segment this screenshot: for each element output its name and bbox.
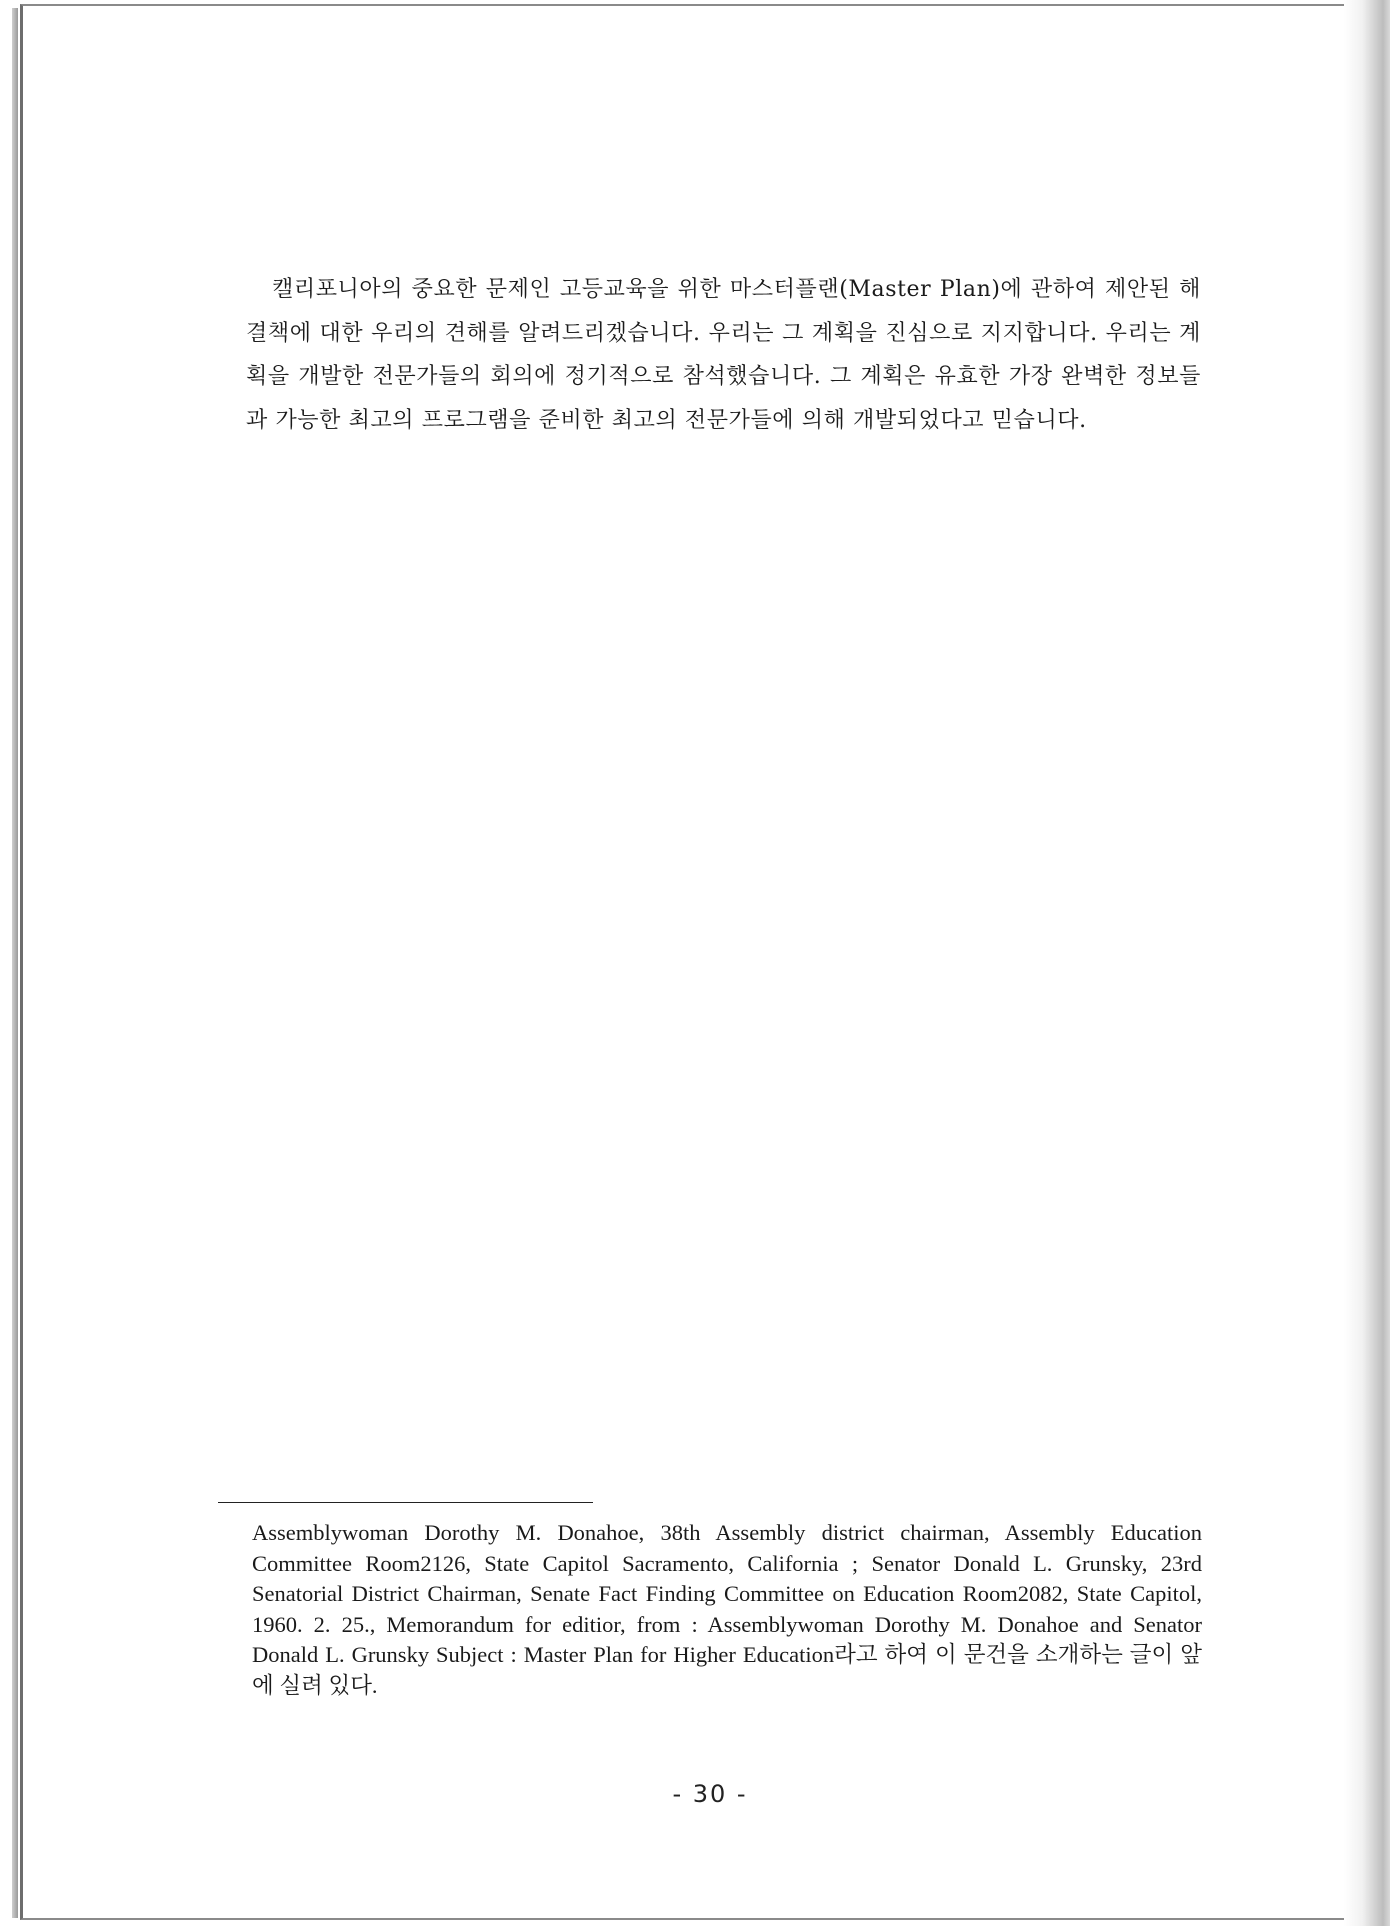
page-spine-shadow	[12, 8, 18, 1918]
page-number: - 30 -	[672, 1780, 748, 1808]
page-edge-shadow	[1344, 0, 1390, 1926]
body-paragraph: 캘리포니아의 중요한 문제인 고등교육을 위한 마스터플랜(Master Plan)에 관하여 제안된 해결책에 대한 우리의 견해를 알려드리겠습니다. 우리는 그 계획을 진심으로 지지합니다. 우리는 계획을 개발한 전문가들의 회의에 정기적으로 참석했습니다. 그 계획은 유효한 가장 완벽한 정보들과 가능한 최고의 프로그램을 준비한 최고의 전문가들에 의해 개발되었다고 믿습니다.	[246, 277, 1201, 433]
footnote-text: Assemblywoman Dorothy M. Donahoe, 38th Assembly district chairman, Assembly Education Committee Room2126, State Capitol Sacramento, California ; Senator Donald L. Grunsky, 23rd Senatorial District Chairman, Senate Fact Finding Committee on Education Room2082, State Capitol, 1960. 2. 25., Memorandum for editior, from : Assemblywoman Dorothy M. Donahoe and Senator Donald L. Grunsky Subject : Master Plan for Higher Education라고 하여 이 문건을 소개하는 글이 앞에 실려 있다.	[252, 1520, 1202, 1698]
footnote-divider	[218, 1502, 593, 1503]
